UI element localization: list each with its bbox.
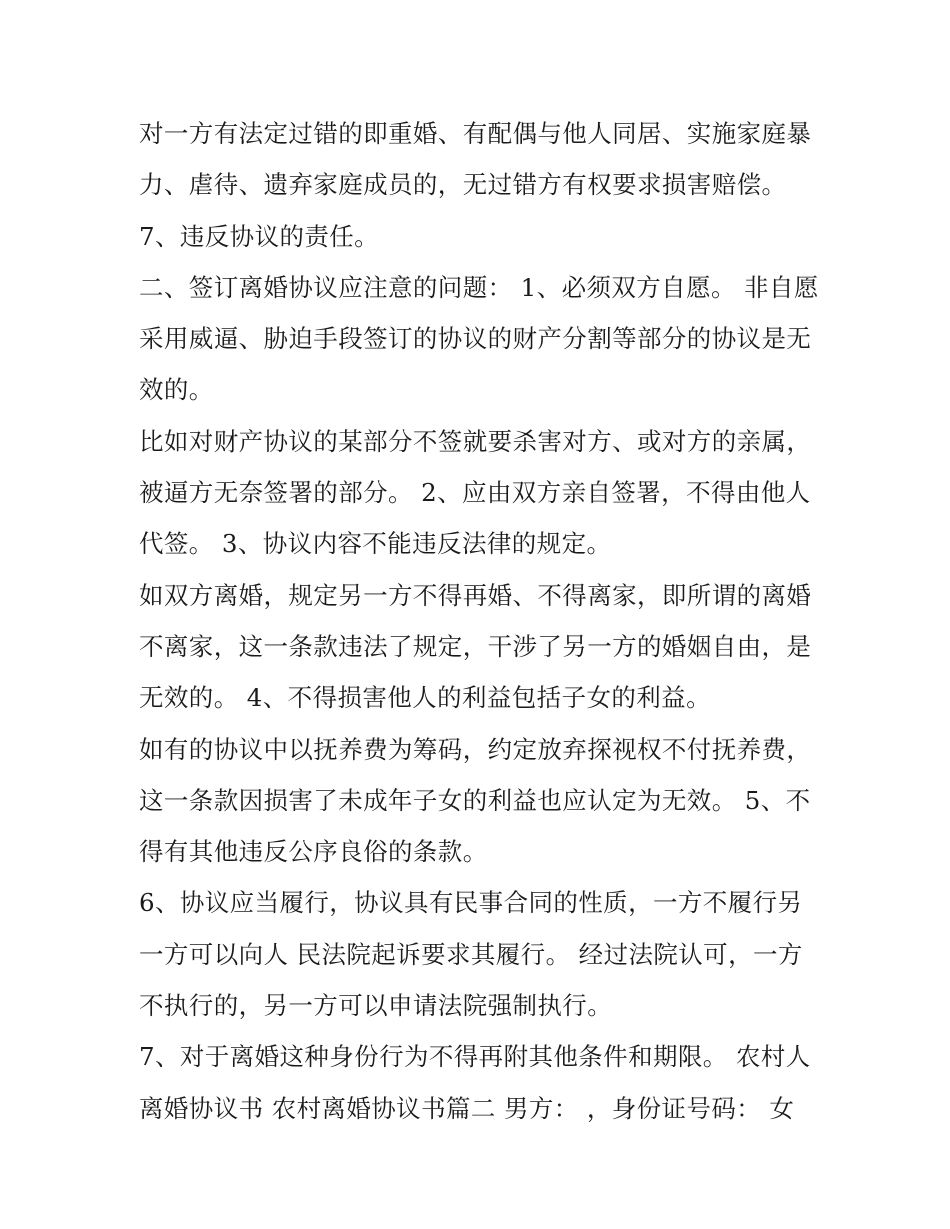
text-line: 如有的协议中以抚养费为筹码，约定放弃探视权不付抚养费， [139, 734, 812, 764]
text-line: 7、对于离婚这种身份行为不得再附其他条件和期限。 农村人 [139, 1042, 811, 1072]
text-line: 力、虐待、遗弃家庭成员的，无过错方有权要求损害赔偿。 [139, 170, 787, 200]
text-line: 二、签订离婚协议应注意的问题： 1、必须双方自愿。 非自愿 [139, 272, 819, 302]
text-line: 代签。 3、协议内容不能违反法律的规定。 [139, 529, 612, 559]
text-line: 这一条款因损害了未成年子女的利益也应认定为无效。 5、不 [139, 785, 811, 815]
text-line: 6、协议应当履行，协议具有民事合同的性质，一方不履行另 [139, 888, 803, 918]
text-line: 采用威逼、胁迫手段签订的协议的财产分割等部分的协议是无 [139, 324, 812, 354]
text-line: 效的。 [139, 375, 214, 405]
text-line: 对一方有法定过错的即重婚、有配偶与他人同居、实施家庭暴 [139, 119, 812, 148]
document-body [139, 108, 819, 1134]
text-line: 比如对财产协议的某部分不签就要杀害对方、或对方的亲属， [139, 426, 812, 456]
text-line: 无效的。 4、不得损害他人的利益包括子女的利益。 [139, 683, 711, 713]
text-line: 不执行的，另一方可以申请法院强制执行。 [139, 991, 613, 1021]
text-line: 7、违反协议的责任。 [139, 221, 380, 251]
text-line: 得有其他违反公序良俗的条款。 [139, 837, 488, 867]
text-line: 离婚协议书 农村离婚协议书篇二 男方： ，身份证号码： 女 [139, 1093, 795, 1123]
text-line: 如双方离婚，规定另一方不得再婚、不得离家，即所谓的离婚 [139, 580, 812, 610]
text-line: 被逼方无奈签署的部分。 2、应由双方亲自签署，不得由他人 [139, 478, 811, 508]
text-line: 不离家，这一条款违法了规定，干涉了另一方的婚姻自由，是 [139, 631, 812, 661]
text-line: 一方可以向人 民法院起诉要求其履行。 经过法院认可，一方 [139, 939, 803, 969]
